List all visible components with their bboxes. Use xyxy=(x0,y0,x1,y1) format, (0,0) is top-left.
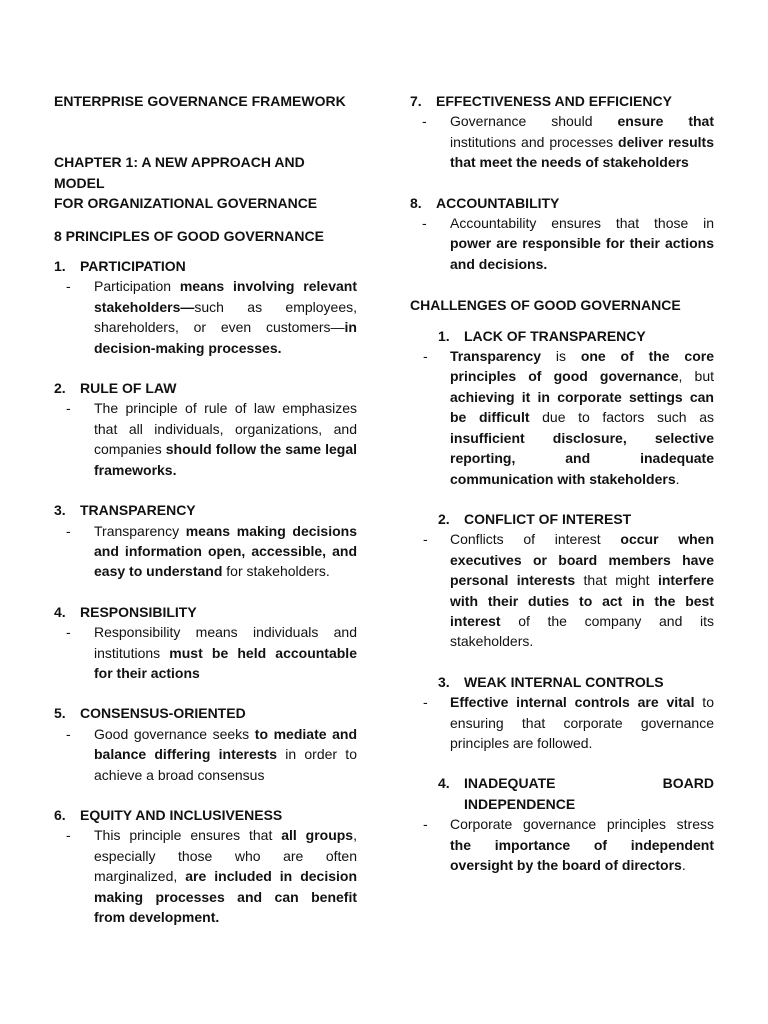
challenge-label: LACK OF TRANSPARENCY xyxy=(464,327,646,344)
bold-text: occur when executives or board members have personal interests xyxy=(450,531,714,589)
principle-number: 1. xyxy=(54,258,66,275)
bullet-dash: - xyxy=(423,348,428,365)
challenge-label: CONFLICT OF INTEREST xyxy=(464,510,632,527)
bullet-text xyxy=(94,724,357,785)
bold-text: insufficient disclosure, selective reporting, and inadequate communication with stakeholders xyxy=(450,429,714,487)
document-title: ENTERPRISE GOVERNANCE FRAMEWORK xyxy=(54,93,346,109)
challenge-number: 1. xyxy=(438,327,450,344)
text-run: The principle of rule of law emphasizes that all individuals, organizations, and companies xyxy=(94,400,357,458)
bold-text: Effective internal controls are vital xyxy=(450,694,695,711)
principle-number: 8. xyxy=(410,194,422,211)
bold-text: all groups xyxy=(281,827,354,844)
text-run: , especially those who are often marginalized, xyxy=(94,827,357,885)
challenge-number: 3. xyxy=(438,673,450,690)
principle-bullet xyxy=(54,276,357,358)
text-run: . xyxy=(681,857,686,873)
principle-item xyxy=(54,805,357,927)
principle-title xyxy=(54,378,357,398)
bullet-dash: - xyxy=(423,531,428,548)
bullet-dash: - xyxy=(66,827,71,844)
principle-number: 3. xyxy=(54,502,66,519)
bold-text: achieving it in corporate settings can be difficult xyxy=(450,388,714,426)
principle-item xyxy=(54,602,357,684)
challenge-title xyxy=(410,672,714,692)
principles-list-right xyxy=(410,91,714,274)
text-run: that might xyxy=(575,572,658,589)
challenge-title xyxy=(410,326,714,346)
principle-bullet xyxy=(54,521,357,582)
bold-text: must be held accountable for their actions xyxy=(94,644,357,681)
bold-text: the importance of independent oversight by the board of directors xyxy=(450,836,714,873)
text-run: of the company and its stakeholders. xyxy=(450,612,714,650)
bullet-dash: - xyxy=(422,113,427,130)
text-run: such as employees, shareholders, or even customers— xyxy=(94,298,357,336)
bullet-dash: - xyxy=(423,816,428,833)
principle-item xyxy=(54,378,357,480)
principle-number: 6. xyxy=(54,806,66,823)
principle-item xyxy=(54,256,357,358)
principle-item xyxy=(54,500,357,582)
bold-text: are included in decision making processes and can benefit from development. xyxy=(94,868,358,925)
text-run: Transparency xyxy=(94,522,186,539)
text-run: Good governance seeks xyxy=(94,725,255,742)
bold-text: ensure that xyxy=(617,113,714,130)
text-run: institutions and processes xyxy=(450,133,619,150)
bullet-dash: - xyxy=(66,624,71,641)
bullet-text xyxy=(450,346,714,489)
text-run: to ensuring that corporate governance principles are followed. xyxy=(450,694,714,751)
challenge-title xyxy=(410,509,714,529)
principles-heading: 8 PRINCIPLES OF GOOD GOVERNANCE xyxy=(54,227,324,244)
principle-label: CONSENSUS-ORIENTED xyxy=(80,705,246,722)
principles-list-left xyxy=(54,256,357,927)
bullet-dash: - xyxy=(66,400,71,417)
principle-label: TRANSPARENCY xyxy=(80,502,196,519)
principle-label: RULE OF LAW xyxy=(80,380,177,397)
challenge-title xyxy=(410,773,714,814)
principle-number: 2. xyxy=(54,380,66,397)
bold-text: interfere with their duties to act in the best interest xyxy=(450,572,714,629)
text-run: is xyxy=(541,348,581,365)
bullet-text xyxy=(94,276,357,358)
principle-title xyxy=(54,703,357,723)
principle-label: EQUITY AND INCLUSIVENESS xyxy=(80,806,283,823)
left-column xyxy=(54,91,357,927)
principle-bullet xyxy=(54,622,357,683)
principle-item xyxy=(410,91,714,173)
bullet-text xyxy=(450,213,714,274)
challenges-list xyxy=(410,326,714,876)
bold-text: to mediate and balance differing interests xyxy=(94,725,358,763)
principle-item xyxy=(54,703,357,785)
text-run: Governance should xyxy=(450,113,618,130)
bold-text: in decision-making processes. xyxy=(94,319,357,356)
principle-number: 7. xyxy=(410,93,422,109)
text-run: , but xyxy=(678,368,714,385)
bullet-dash: - xyxy=(66,278,71,295)
text-run: This principle ensures that xyxy=(94,827,282,844)
bold-text: Transparency xyxy=(450,348,542,365)
principle-item xyxy=(410,193,714,275)
bullet-text xyxy=(94,825,357,927)
right-column xyxy=(410,91,714,875)
principle-bullet xyxy=(54,825,357,927)
text-run: due to factors such as xyxy=(529,409,714,426)
principle-bullet xyxy=(54,398,357,480)
bullet-text xyxy=(94,398,357,480)
text-run: Accountability ensures that those in xyxy=(450,215,714,232)
principle-label: RESPONSIBILITY xyxy=(80,603,197,620)
challenge-item xyxy=(410,509,714,652)
challenge-item xyxy=(410,326,714,489)
principle-title xyxy=(54,602,357,622)
bullet-text xyxy=(94,622,357,683)
principle-label: EFFECTIVENESS AND EFFICIENCY xyxy=(436,93,672,109)
bold-text: means involving relevant stakeholders— xyxy=(94,278,357,315)
bold-text: means making decisions and information open, accessible, and easy to understand xyxy=(94,522,357,580)
bullet-dash: - xyxy=(66,522,71,539)
bullet-text xyxy=(450,692,714,753)
text-run: in order to achieve a broad consensus xyxy=(94,746,357,783)
text-run: for stakeholders. xyxy=(222,563,330,580)
bullet-dash: - xyxy=(66,725,71,742)
chapter-title: CHAPTER 1: A NEW APPROACH AND MODEL FOR ORGANIZATIONAL GOVERNANCE xyxy=(54,154,318,212)
principle-title xyxy=(54,500,357,520)
bold-text: should follow the same legal frameworks. xyxy=(94,441,358,478)
challenge-number: 2. xyxy=(438,510,450,527)
principle-number: 4. xyxy=(54,603,66,620)
bullet-text xyxy=(94,521,357,582)
bullet-dash: - xyxy=(422,215,427,232)
bold-text: power are responsible for their actions and decisions. xyxy=(450,235,714,272)
challenge-item xyxy=(410,773,714,875)
bold-text: deliver results that meet the needs of stakeholders xyxy=(450,133,715,171)
text-run: Responsibility means individuals and institutions xyxy=(94,624,357,661)
bullet-text xyxy=(450,814,714,875)
text-run: Conflicts of interest xyxy=(450,531,621,548)
challenge-bullet xyxy=(410,346,714,489)
text-run: Participation xyxy=(94,278,180,295)
principle-bullet xyxy=(54,724,357,785)
challenge-bullet xyxy=(410,814,714,875)
challenge-label: WEAK INTERNAL CONTROLS xyxy=(464,673,664,690)
principle-label: ACCOUNTABILITY xyxy=(436,194,560,211)
text-run: . xyxy=(675,470,680,487)
text-run: Corporate governance principles stress xyxy=(450,816,714,833)
challenge-label: INADEQUATE BOARD INDEPENDENCE xyxy=(464,775,714,812)
challenge-item xyxy=(410,672,714,754)
principle-title xyxy=(54,805,357,825)
principle-bullet xyxy=(410,111,714,172)
challenge-bullet xyxy=(410,692,714,753)
bold-text: one of the core principles of good governance xyxy=(450,348,714,385)
challenges-heading: CHALLENGES OF GOOD GOVERNANCE xyxy=(410,297,681,314)
principle-title xyxy=(54,256,357,276)
challenge-bullet xyxy=(410,529,714,651)
principle-title xyxy=(410,193,714,213)
bullet-dash: - xyxy=(423,694,428,711)
challenge-number: 4. xyxy=(438,775,450,792)
principle-title xyxy=(410,91,714,111)
bullet-text xyxy=(450,111,714,172)
bullet-text xyxy=(450,529,714,651)
principle-bullet xyxy=(410,213,714,274)
principle-label: PARTICIPATION xyxy=(80,258,186,275)
principle-number: 5. xyxy=(54,705,66,722)
